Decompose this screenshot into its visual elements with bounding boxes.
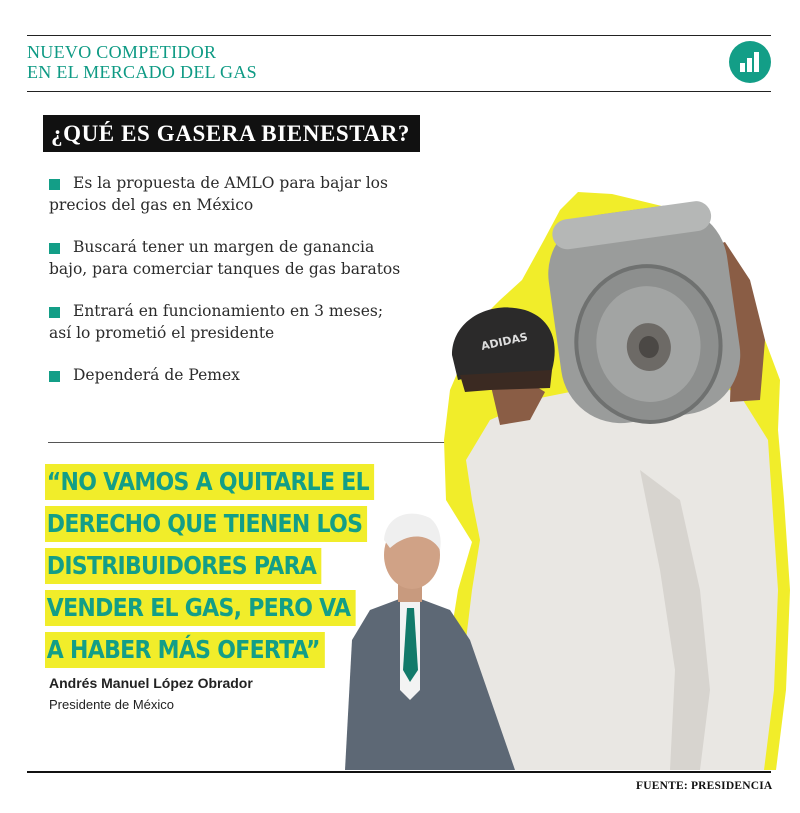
- bottom-rule: [27, 771, 771, 773]
- quote-line-text: A HABER MÁS OFERTA”: [45, 632, 325, 668]
- quote-line: [45, 548, 415, 584]
- bar-chart-icon-bar: [747, 58, 752, 72]
- bullet-square-icon: [49, 307, 60, 318]
- bar-chart-icon-bar: [754, 52, 759, 72]
- bar-chart-icon: [729, 41, 771, 83]
- top-rule: [27, 35, 771, 36]
- quote-line: [45, 632, 415, 668]
- worker-cap-logo: ADIDAS: [479, 330, 529, 353]
- bullet-square-icon: [49, 371, 60, 382]
- worker-shirt: [452, 382, 778, 770]
- bullet-text: Dependerá de Pemex: [73, 366, 240, 384]
- quote-line: [45, 464, 415, 500]
- quote-line-text: VENDER EL GAS, PERO VA: [45, 590, 356, 626]
- quote-line-text: DERECHO QUE TIENEN LOS: [45, 506, 368, 542]
- bullet-square-icon: [49, 179, 60, 190]
- bullet-text: Entrará en funcionamiento en 3 meses; así lo prometió el presidente: [49, 302, 384, 342]
- quote-line: [45, 506, 415, 542]
- header-title-line-1: NUEVO COMPETIDOR: [27, 42, 217, 62]
- source-credit: FUENTE: PRESIDENCIA: [636, 780, 773, 792]
- header-title: [27, 42, 447, 82]
- quote-line-text: DISTRIBUIDORES PARA: [45, 548, 321, 584]
- bullet-square-icon: [49, 243, 60, 254]
- section-title: ¿QUÉ ES GASERA BIENESTAR?: [43, 115, 420, 152]
- quote-block: [45, 464, 415, 674]
- header-rule: [27, 91, 771, 92]
- quote-author-name: Andrés Manuel López Obrador: [49, 675, 253, 691]
- bullet-text: Buscará tener un margen de ganancia bajo, para comerciar tanques de gas baratos: [49, 238, 401, 278]
- quote-line-text: “NO VAMOS A QUITARLE EL: [45, 464, 374, 500]
- bullet-text: Es la propuesta de AMLO para bajar los precios del gas en México: [49, 174, 388, 214]
- bar-chart-icon-bar: [740, 63, 745, 72]
- header-title-line-2: EN EL MERCADO DEL GAS: [27, 62, 257, 82]
- quote-line: [45, 590, 415, 626]
- quote-author-role: Presidente de México: [49, 697, 175, 712]
